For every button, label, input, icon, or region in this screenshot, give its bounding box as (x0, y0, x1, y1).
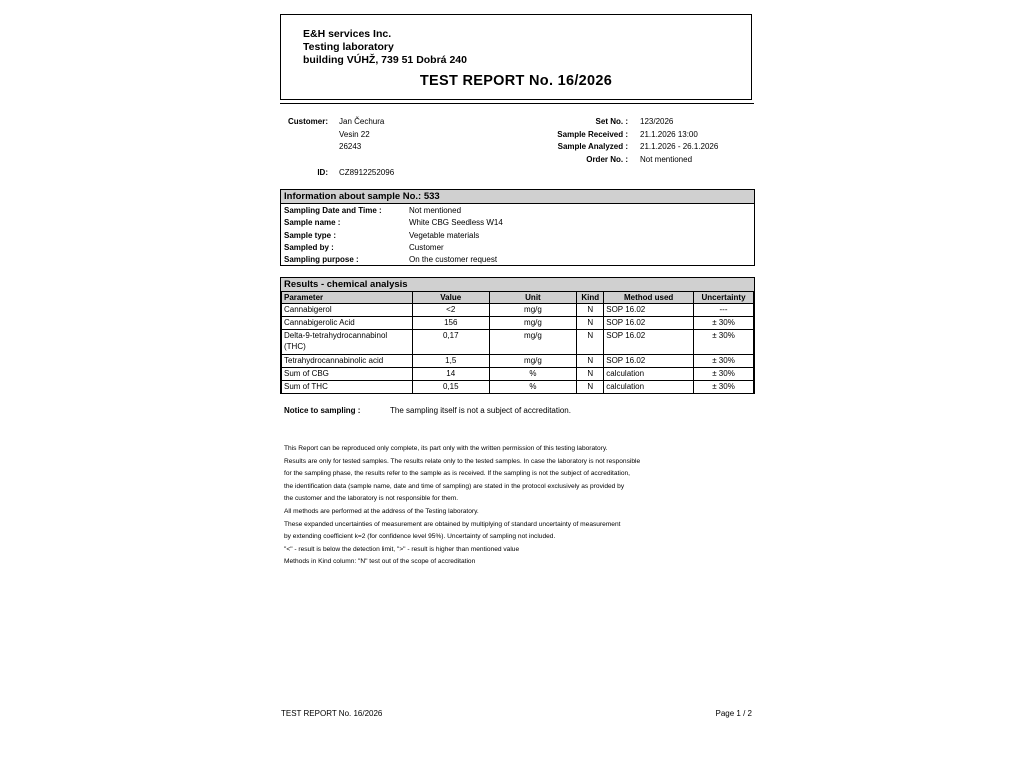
footnote-line: the customer and the laboratory is not responsible for them. (284, 495, 459, 503)
set-no-label: Set No. : (595, 117, 628, 126)
column-header-uncertainty: Uncertainty (694, 292, 754, 304)
sample-info-row (284, 254, 497, 266)
footnote-line: Methods in Kind column: "N" test out of the scope of accreditation (284, 558, 476, 566)
cell-parameter: Cannabigerolic Acid (282, 317, 413, 330)
cell-parameter: Sum of CBG (282, 368, 413, 381)
lab-address: building VÚHŽ, 739 51 Dobrá 240 (303, 54, 467, 66)
company-name: E&H services Inc. (303, 28, 392, 40)
footer-report-title: TEST REPORT No. 16/2026 (281, 709, 383, 718)
cell-method: calculation (604, 368, 694, 381)
table-row (282, 368, 754, 381)
cell-parameter: Sum of THC (282, 381, 413, 394)
cell-kind: N (577, 317, 604, 330)
report-header (280, 14, 752, 100)
cell-value: 1,5 (412, 355, 489, 368)
sample-info-key: Sampling Date and Time : (284, 206, 382, 215)
footnote-line: This Report can be reproduced only complete, its part only with the written permission of this testing laboratory. (284, 445, 608, 452)
cell-unit: % (489, 381, 577, 394)
cell-method: SOP 16.02 (604, 355, 694, 368)
customer-street: Vesin 22 (339, 130, 370, 139)
footnote-line: for the sampling phase, the results refer to the sample as is received. If the sampling is not the subject of accreditation, (284, 470, 630, 478)
cell-kind: N (577, 381, 604, 394)
column-header-kind: Kind (577, 292, 604, 304)
table-row (282, 381, 754, 394)
cell-value: 0,17 (412, 330, 489, 355)
cell-method: calculation (604, 381, 694, 394)
sample-info-row (284, 205, 461, 217)
cell-method: SOP 16.02 (604, 317, 694, 330)
sample-info-value: Vegetable materials (409, 231, 480, 240)
sample-info-key: Sample name : (284, 218, 341, 227)
sample-received: 21.1.2026 13:00 (640, 130, 698, 139)
sample-info-value: Not mentioned (409, 206, 462, 215)
page-number: Page 1 / 2 (715, 709, 752, 718)
column-header-unit: Unit (489, 292, 577, 304)
lab-name: Testing laboratory (303, 41, 394, 53)
cell-unit: mg/g (489, 330, 577, 355)
report-title: TEST REPORT No. 16/2026 (419, 73, 613, 89)
cell-parameter (282, 330, 413, 355)
footnotes (284, 443, 640, 569)
sample-info-panel (280, 189, 755, 266)
sample-info-heading: Information about sample No.: 533 (281, 190, 754, 204)
column-header-method: Method used (604, 292, 694, 304)
results-table (281, 291, 754, 394)
column-header-parameter: Parameter (282, 292, 413, 304)
cell-uncertainty: ± 30% (694, 355, 754, 368)
cell-parameter: Tetrahydrocannabinolic acid (282, 355, 413, 368)
header-divider (280, 103, 754, 104)
cell-uncertainty: ± 30% (694, 317, 754, 330)
cell-value: 0,15 (412, 381, 489, 394)
cell-value: 156 (412, 317, 489, 330)
cell-kind: N (577, 330, 604, 355)
table-row (282, 317, 754, 330)
footnote-line: by extending coefficient k=2 (for confidence level 95%). Uncertainty of sampling not included. (284, 533, 556, 541)
sample-analyzed: 21.1.2026 - 26.1.2026 (640, 142, 719, 151)
sample-info-row (284, 217, 503, 229)
order-no-label: Order No. : (586, 155, 628, 164)
cell-kind: N (577, 304, 604, 317)
sample-info-row (284, 242, 444, 254)
cell-parameter: Cannabigerol (282, 304, 413, 317)
customer-label: Customer: (287, 117, 328, 126)
cell-uncertainty: ± 30% (694, 368, 754, 381)
table-row (282, 355, 754, 368)
footnote-line: All methods are performed at the address of the Testing laboratory. (284, 507, 479, 515)
cell-value: <2 (412, 304, 489, 317)
customer-zip: 26243 (339, 142, 362, 151)
footnote-line: Results are only for tested samples. The results relate only to the tested samples. In case the laboratory is not responsible (284, 457, 641, 465)
sample-info-row (284, 230, 479, 242)
cell-parameter-line2: (THC) (284, 342, 306, 351)
cell-value: 14 (412, 368, 489, 381)
customer-name: Jan Čechura (339, 117, 385, 126)
table-row (282, 330, 754, 355)
results-panel (280, 277, 755, 394)
sample-info-value: White CBG Seedless W14 (409, 218, 503, 227)
order-no: Not mentioned (640, 155, 693, 164)
cell-unit: mg/g (489, 355, 577, 368)
cell-unit: mg/g (489, 317, 577, 330)
results-heading: Results - chemical analysis (281, 278, 754, 291)
results-header-row (282, 292, 754, 304)
sample-received-label: Sample Received : (557, 130, 628, 139)
customer-id: CZ8912252096 (339, 168, 395, 177)
sample-info-value: On the customer request (409, 255, 498, 264)
customer-id-label: ID: (317, 168, 328, 177)
column-header-value: Value (412, 292, 489, 304)
table-row (282, 304, 754, 317)
cell-unit: % (489, 368, 577, 381)
sample-info-value: Customer (409, 243, 444, 252)
cell-uncertainty: --- (694, 304, 754, 317)
footnote-line: the identification data (sample name, date and time of sampling) are stated in the protocol exclusively as provided by (284, 482, 625, 490)
cell-kind: N (577, 368, 604, 381)
notice-text: The sampling itself is not a subject of accreditation. (390, 406, 571, 415)
cell-method: SOP 16.02 (604, 330, 694, 355)
cell-uncertainty: ± 30% (694, 381, 754, 394)
sample-analyzed-label: Sample Analyzed : (557, 142, 628, 151)
set-no: 123/2026 (640, 117, 674, 126)
cell-kind: N (577, 355, 604, 368)
cell-uncertainty: ± 30% (694, 330, 754, 355)
notice-label: Notice to sampling : (284, 406, 361, 415)
cell-parameter-line1: Delta-9-tetrahydrocannabinol (284, 331, 388, 340)
footnote-line: "<" - result is below the detection limit, ">" - result is higher than mentioned value (284, 545, 520, 553)
cell-method: SOP 16.02 (604, 304, 694, 317)
cell-unit: mg/g (489, 304, 577, 317)
footnote-line: These expanded uncertainties of measurement are obtained by multiplying of standard uncertainty of measurement (284, 520, 621, 528)
sample-info-key: Sample type : (284, 231, 337, 240)
sample-info-key: Sampled by : (284, 243, 334, 252)
sample-info-key: Sampling purpose : (284, 255, 359, 264)
